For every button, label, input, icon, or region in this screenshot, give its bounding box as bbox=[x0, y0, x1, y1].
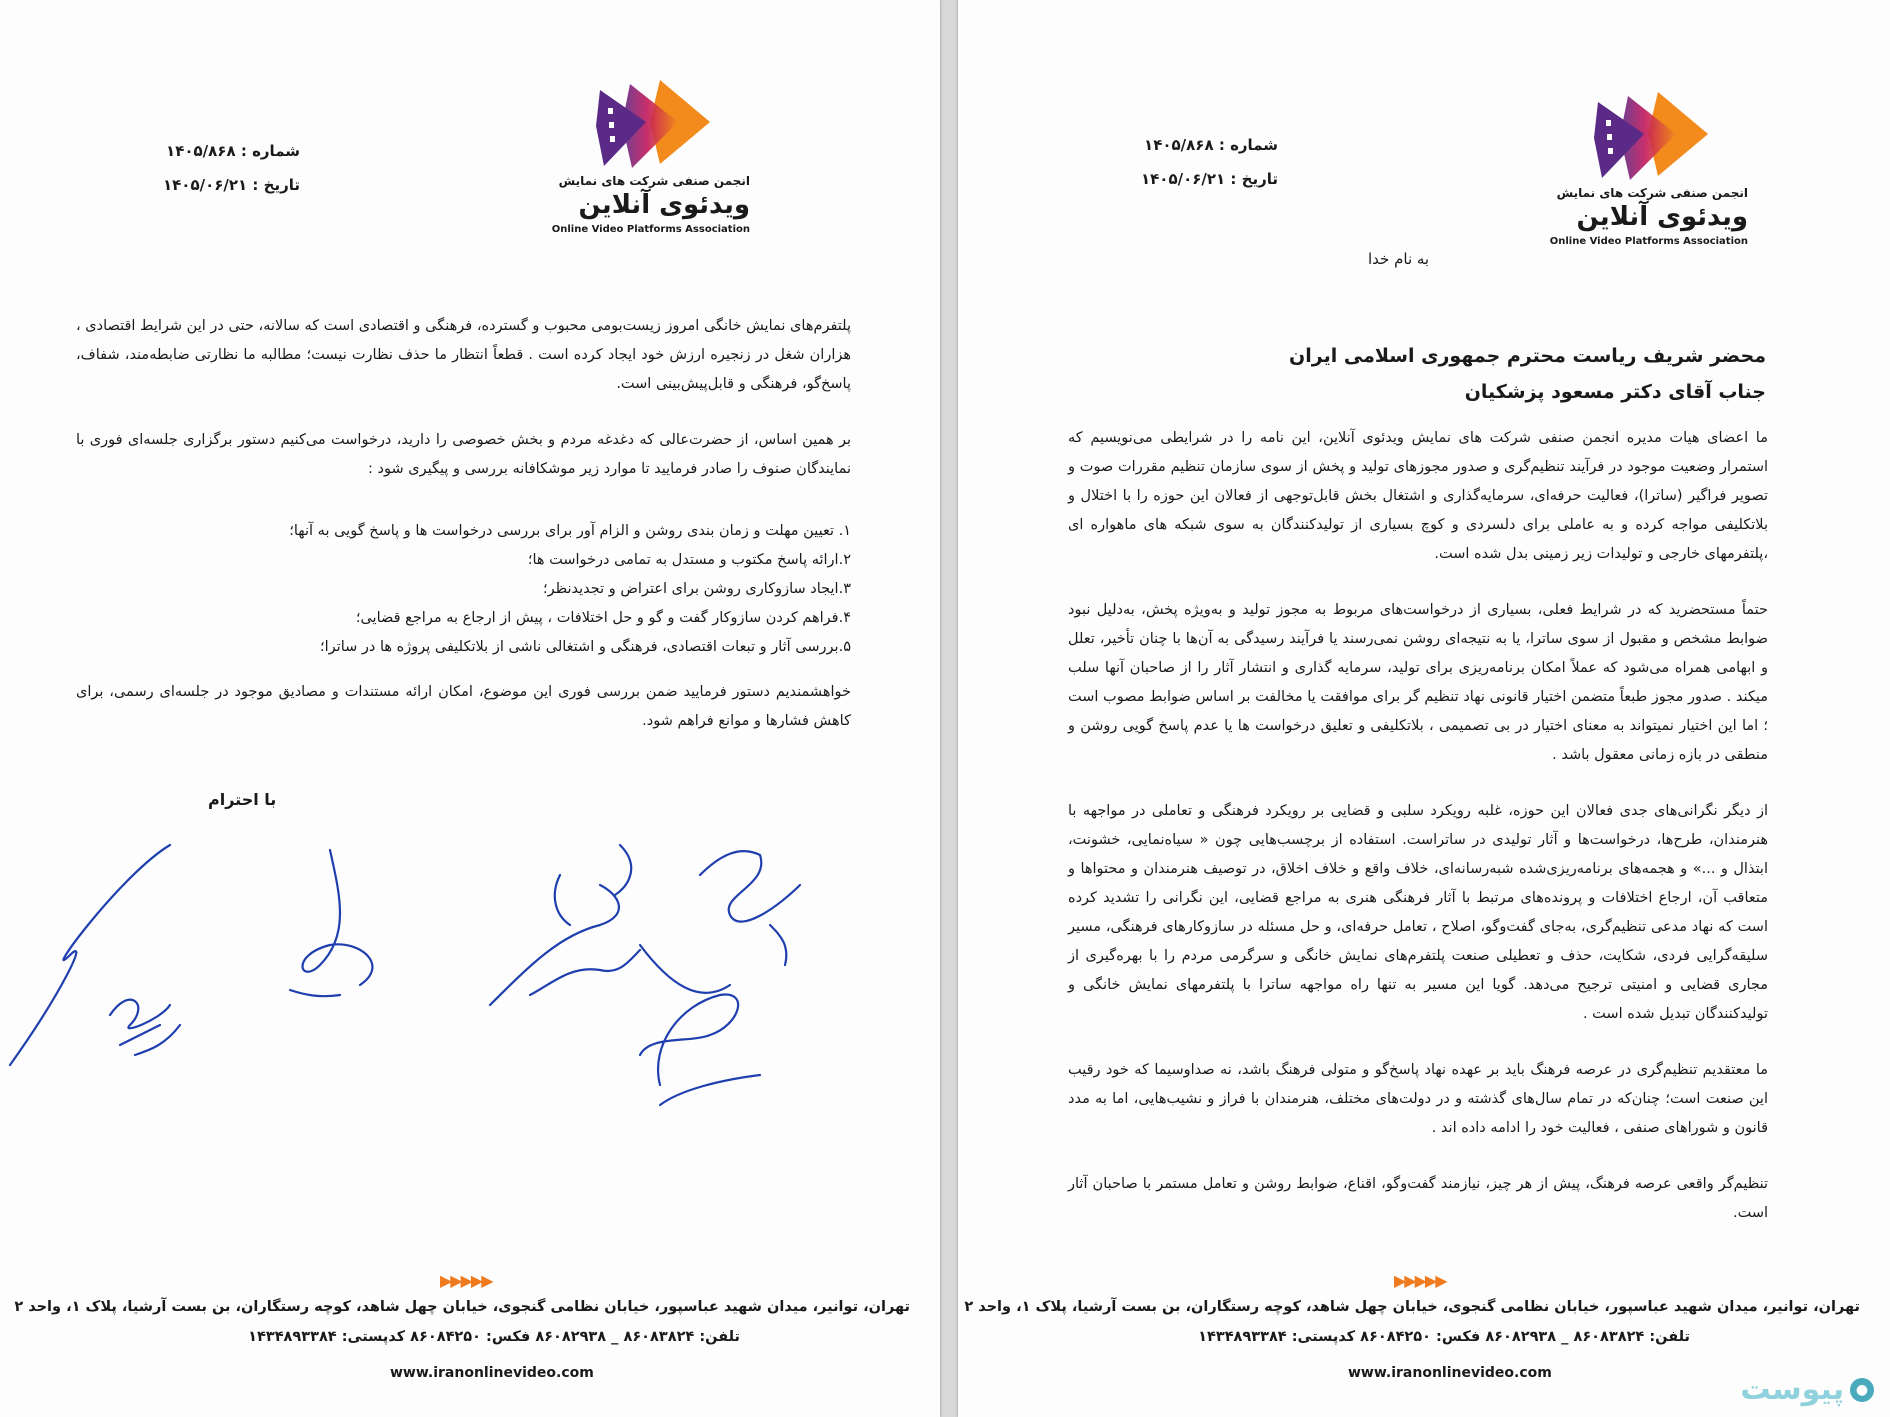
list-item: ۱. تعیین مهلت و زمان بندی روشن و الزام آور برای بررسی درخواست ها و پاسخ گویی به آنها؛ bbox=[289, 523, 851, 539]
letter-body-right bbox=[1068, 424, 1768, 1255]
paragraph: ما معتقدیم تنظیم‌گری در عرصه فرهنگ باید بر عهده نهاد پاسخ‌گو و متولی فرهنگ باشد، نه صداوسیما که خود رقیب این صنعت است؛ چنان‌که در تمام سال‌های گذشته و در دولت‌های مختلف، هنرمندان با فراز و نشیب‌هایی، اما به مدد قانون و شوراهای صنفی ، فعالیت خود را ادامه داده اند . bbox=[1068, 1062, 1768, 1136]
list-item: ۴.فراهم کردن سازوکار گفت و گو و حل اختلافات ، پیش از ارجاع به مراجع قضایی؛ bbox=[355, 610, 851, 626]
letter-date: تاریخ : ۱۴۰۵/۰۶/۲۱ bbox=[163, 176, 300, 194]
addressee-title: محضر شریف ریاست محترم جمهوری اسلامی ایران bbox=[1289, 345, 1766, 367]
letter-number: شماره : ۱۴۰۵/۸۶۸ bbox=[166, 142, 300, 160]
watermark-logo-icon: ● bbox=[1850, 1378, 1874, 1402]
logo-subtitle: انجمن صنفی شرکت های نمایش bbox=[1556, 186, 1748, 200]
footer-phones: تلفن: ۸۶۰۸۳۸۲۴ _ ۸۶۰۸۲۹۳۸ فکس: ۸۶۰۸۴۲۵۰ کدپستی: ۱۴۳۴۸۹۳۳۸۴ bbox=[248, 1329, 740, 1345]
logo-english-name: Online Video Platforms Association bbox=[551, 224, 750, 235]
letter-number: شماره : ۱۴۰۵/۸۶۸ bbox=[1144, 136, 1278, 154]
footer-arrows-icon: ▶▶▶▶▶ bbox=[440, 1271, 492, 1290]
association-logo bbox=[1518, 84, 1748, 247]
letter-body-left bbox=[76, 312, 851, 763]
paragraph: پلتفرم‌های نمایش خانگی امروز زیست‌بومی محبوب و گسترده، فرهنگی و اقتصادی است که سالانه، حتی در این شرایط اقتصادی ، هزاران شغل در زنجیره ارزش خود ایجاد کرده است . قطعاً انتظار ما حذف نظارت نیست؛ مطالبه ما نظارتی ضابطه‌مند، شفاف، پاسخ‌گو، فرهنگی و قابل‌پیش‌بینی است. bbox=[76, 318, 851, 392]
logo-english-name: Online Video Platforms Association bbox=[1549, 236, 1748, 247]
addressee bbox=[1289, 338, 1766, 410]
letter-meta bbox=[100, 134, 300, 202]
site-watermark bbox=[1740, 1372, 1874, 1407]
list-item: ۲.ارائه پاسخ مکتوب و مستدل به تمامی درخواست ها؛ bbox=[527, 552, 851, 568]
logo-graphic-icon bbox=[560, 72, 750, 172]
association-logo bbox=[520, 72, 750, 235]
paragraph: حتماً مستحضرید که در شرایط فعلی، بسیاری از درخواست‌های مربوط به مجوز تولید و به‌ویژه پخش، به‌دلیل نبود ضوابط مشخص و مقبول از سوی ساترا، یا به نتیجه‌ای روشن نمی‌رسند یا فرآیند رسیدگی به آن‌ها با چنان تأخیر، تعلل و ابهامی همراه می‌شود که عملاً امکان برنامه‌ریزی برای تولید، سرمایه گذاری و انتشار آثار را از صاحبان آنها سلب میکند . صدور مجوز طبعاً متضمن اختیار قانونی نهاد تنظیم گر برای موافقت یا مخالفت بر اساس ضوابط مصوب است ؛ اما این اختیار نمیتواند به معنای اختیار در بی تصمیمی ، بلاتکلیفی و تعلیق درخواست ها یا عدم پاسخ گویی روشن و منطقی در بازه زمانی معقول باشد . bbox=[1068, 602, 1768, 763]
watermark-text: پیوست bbox=[1740, 1372, 1844, 1407]
logo-name: ویدئوی آنلاین bbox=[578, 190, 750, 220]
letter-meta bbox=[1078, 128, 1278, 196]
closing-phrase: با احترام bbox=[208, 790, 277, 809]
logo-name: ویدئوی آنلاین bbox=[1576, 202, 1748, 232]
logo-subtitle: انجمن صنفی شرکت های نمایش bbox=[558, 174, 750, 188]
bismillah-heading: به نام خدا bbox=[1368, 250, 1430, 268]
letter-date: تاریخ : ۱۴۰۵/۰۶/۲۱ bbox=[1141, 170, 1278, 188]
letter-page-right bbox=[958, 0, 1890, 1417]
list-item: ۵.بررسی آثار و تبعات اقتصادی، فرهنگی و اشتغالی ناشی از بلاتکلیفی پروژه ها در ساترا؛ bbox=[320, 639, 851, 655]
logo-graphic-icon bbox=[1558, 84, 1748, 184]
paragraph: ما اعضای هیات مدیره انجمن صنفی شرکت های نمایش ویدئوی آنلاین، این نامه را در شرایطی می‌نویسیم که استمرار وضعیت موجود در فرآیند تنظیم‌گری و صدور مجوزهای تولید و پخش از سوی سازمان تنظیم مقررات صوت و تصویر فراگیر (ساترا)، فعالیت حرفه‌ای، سرمایه‌گذاری و اشتغال بخش قابل‌توجهی از فعالان این حوزه را با اختلال و بلاتکلیفی مواجه کرده و به عاملی برای دلسردی و کوچ بسیاری از تولیدکنندگان به سوی شبکه های ماهواره ای ،پلتفرمهای خارجی و تولیدات زیر زمینی بدل شده است. bbox=[1068, 430, 1768, 562]
footer-address: تهران، توانیر، میدان شهید عباسپور، خیابان نظامی گنجوی، خیابان چهل شاهد، کوچه رستگاران، بن بست آرشیا، پلاک ۱، واحد ۲ bbox=[964, 1299, 1860, 1315]
paragraph: بر همین اساس، از حضرت‌عالی که دغدغه مردم و بخش خصوصی را دارید، درخواست می‌کنیم دستور برگزاری جلسه‌ای فوری با نمایندگان صنوف را صادر فرمایید تا موارد زیر موشکافانه بررسی و پیگیری شود : bbox=[76, 432, 851, 477]
list-item: ۳.ایجاد سازوکاری روشن برای اعتراض و تجدیدنظر؛ bbox=[542, 581, 851, 597]
signatures-image bbox=[0, 815, 940, 1115]
footer-arrows-icon: ▶▶▶▶▶ bbox=[1394, 1271, 1446, 1290]
paragraph: تنظیم‌گر واقعی عرصه فرهنگ، پیش از هر چیز، نیازمند گفت‌وگو، اقناع، ضوابط روشن و تعامل مستمر با صاحبان آثار است. bbox=[1068, 1176, 1768, 1221]
paragraph: خواهشمندیم دستور فرمایید ضمن بررسی فوری این موضوع، امکان ارائه مستندات و مصادیق موجود در جلسه‌ای رسمی، برای کاهش فشارها و موانع فراهم شود. bbox=[76, 684, 851, 729]
footer-website: www.iranonlinevideo.com bbox=[390, 1365, 594, 1381]
footer-website: www.iranonlinevideo.com bbox=[1348, 1365, 1552, 1381]
paragraph: از دیگر نگرانی‌های جدی فعالان این حوزه، غلبه رویکرد سلبی و قضایی بر رویکرد فرهنگی و تعاملی در مواجهه با هنرمندان، طرح‌ها، درخواست‌ها و آثار تولیدی در ساتراست. استفاده از برچسب‌هایی چون « سیاه‌نمایی، خشونت، ابتذال و ...» و هجمه‌های برنامه‌ریزی‌شده شبه‌رسانه‌ای، خلاف واقع و خلاف اخلاق، در توصیف هنرمندان و محتواها و متعاقب آن، ارجاع اختلافات و پرونده‌های مرتبط با آثار فرهنگی هنری به مراجع قضایی، این نگرانی را تشدید کرده است که نهاد مدعی تنظیم‌گری، به‌جای گفت‌وگو، اصلاح ، تعامل حرفه‌ای، و حل مسئله در سازوکارهای فرهنگی، مسیر سلیقه‌گرایی فردی، شکایت، حذف و تعطیلی صنعت پلتفرم‌های نمایش خانگی و سرگرمی مردم را با بهره‌گیری از مجاری قضایی و امنیتی ترجیح می‌دهد. گویا این مسیر به تنها راه مواجهه ساترا با پلتفرمهای نمایش خانگی و تولیدکنندگان تبدیل شده است . bbox=[1068, 803, 1768, 1022]
letter-page-left bbox=[0, 0, 940, 1417]
footer-address: تهران، توانیر، میدان شهید عباسپور، خیابان نظامی گنجوی، خیابان چهل شاهد، کوچه رستگاران، بن بست آرشیا، پلاک ۱، واحد ۲ bbox=[14, 1299, 910, 1315]
footer-phones: تلفن: ۸۶۰۸۳۸۲۴ _ ۸۶۰۸۲۹۳۸ فکس: ۸۶۰۸۴۲۵۰ کدپستی: ۱۴۳۴۸۹۳۳۸۴ bbox=[1198, 1329, 1690, 1345]
addressee-name: جناب آقای دکتر مسعود پزشکیان bbox=[1464, 381, 1766, 403]
letter-footer bbox=[0, 1257, 940, 1417]
